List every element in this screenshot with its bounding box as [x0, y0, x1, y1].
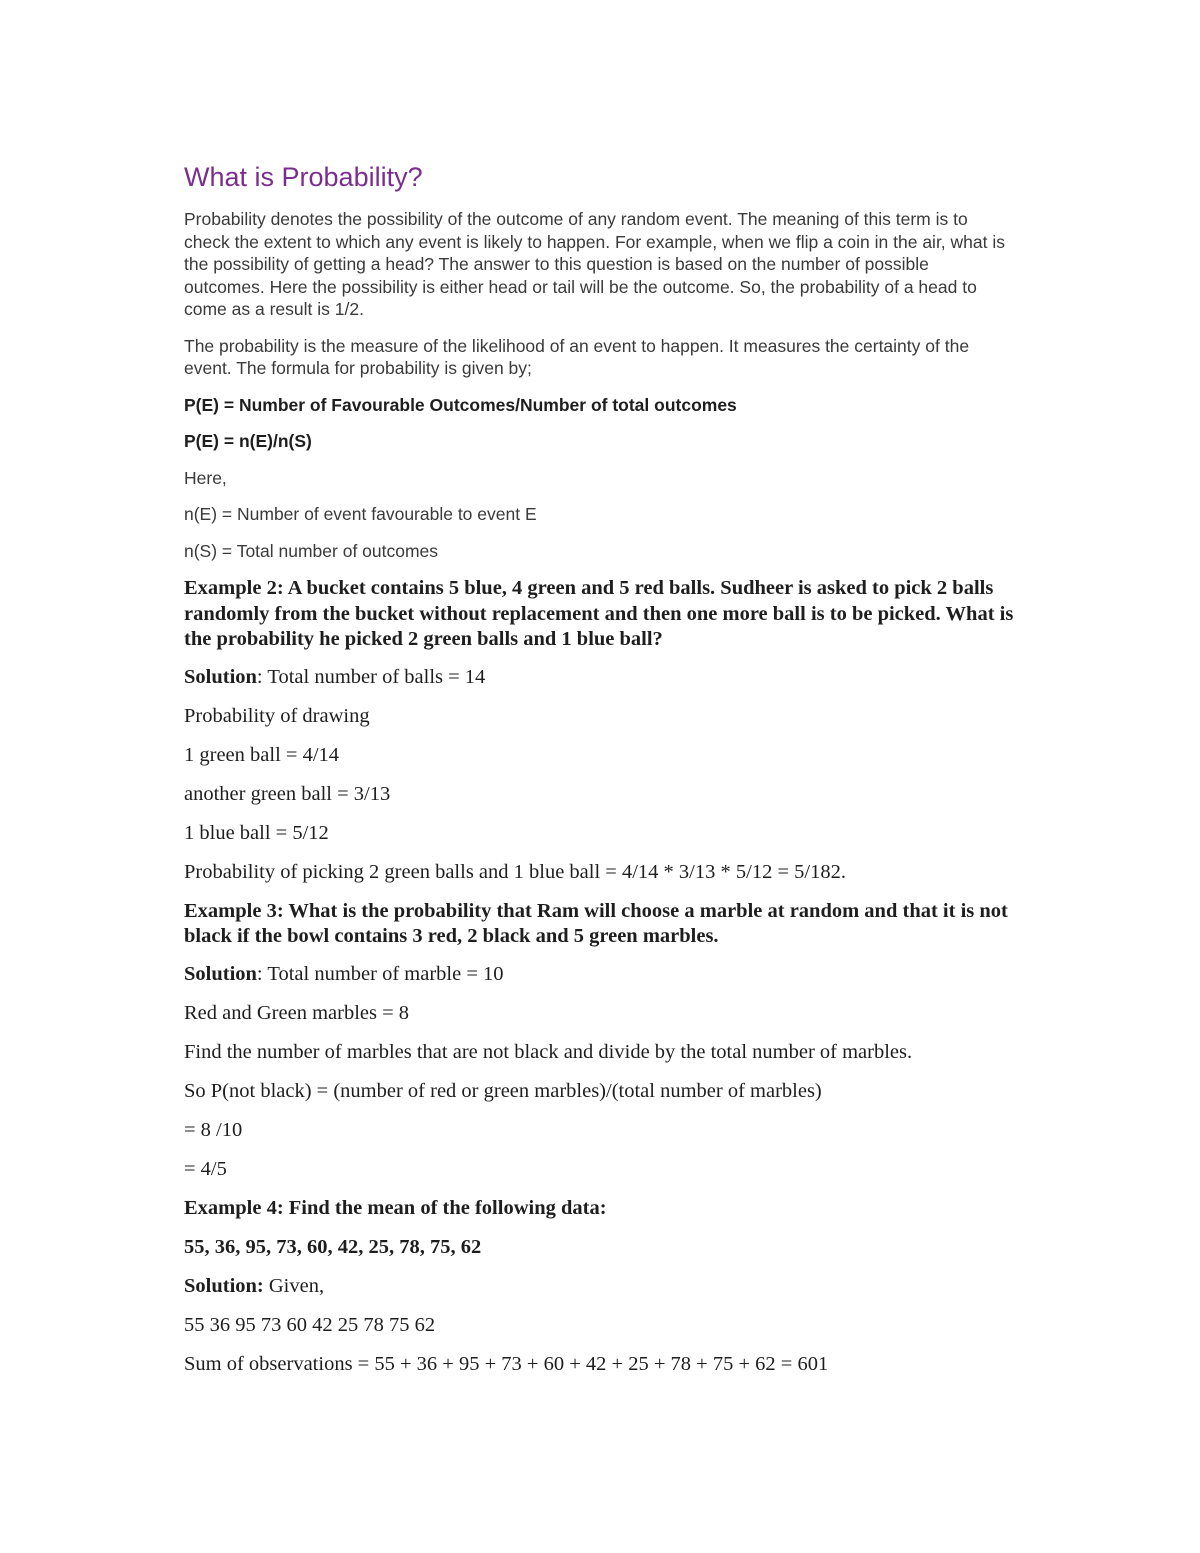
example-2-question: Example 2: A bucket contains 5 blue, 4 green and 5 red balls. Sudheer is asked to pick 2 balls randomly from the bucket without replacement and then one more ball is to be picked. What is the probability he picked 2 green balls and 1 blue ball?	[184, 577, 1014, 650]
example-2-line: Probability of drawing	[184, 704, 370, 727]
intro-paragraph: Probability denotes the possibility of the outcome of any random event. The meaning of this term is to check the extent to which any event is likely to happen. For example, when we flip a coin in the air, what is the possibility of getting a head? The answer to this question is based on the number of possible outcomes. Here the possibility is either head or tail will be the outcome. So, the probability of a head to come as a result is 1/2.	[184, 209, 1005, 319]
example-3-line: = 8 /10	[184, 1118, 243, 1141]
solution-label: Solution	[184, 665, 257, 688]
example-3-line: = 4/5	[184, 1157, 227, 1180]
example-4-line: 55 36 95 73 60 42 25 78 75 62	[184, 1313, 436, 1336]
solution-text: Given,	[263, 1274, 325, 1297]
example-3-question	[184, 899, 1014, 950]
solution-label: Solution	[184, 962, 257, 985]
example-2-line: another green ball = 3/13	[184, 782, 391, 805]
example-3-line: Red and Green marbles = 8	[184, 1001, 410, 1024]
here-label: Here,	[184, 467, 227, 488]
solution-label: Solution:	[184, 1274, 264, 1297]
formula-ne-ns: P(E) = n(E)/n(S)	[184, 431, 312, 451]
example-3-label: Example 3	[184, 899, 277, 922]
example-3-solution	[184, 962, 1014, 988]
document-content	[184, 160, 1014, 1391]
example-4-solution	[184, 1274, 1014, 1300]
example-4-data: 55, 36, 95, 73, 60, 42, 25, 78, 75, 62	[184, 1235, 482, 1258]
example-4-line: Sum of observations = 55 + 36 + 95 + 73 + 60 + 42 + 25 + 78 + 75 + 62 = 601	[184, 1352, 829, 1375]
measure-paragraph: The probability is the measure of the likelihood of an event to happen. It measures the certainty of the event. The formula for probability is given by;	[184, 335, 970, 378]
solution-text: : Total number of balls = 14	[256, 665, 486, 688]
example-3-question-text: : What is the probability that Ram will choose a marble at random and that it is not black if the bowl contains 3 red, 2 black and 5 green marbles.	[184, 899, 1008, 947]
example-4-question: Example 4: Find the mean of the following data:	[184, 1196, 607, 1219]
definition-ns: n(S) = Total number of outcomes	[184, 540, 439, 561]
formula-favourable-outcomes: P(E) = Number of Favourable Outcomes/Number of total outcomes	[184, 394, 737, 415]
example-2-line: 1 green ball = 4/14	[184, 743, 340, 766]
page-title: What is Probability?	[184, 162, 423, 192]
solution-text: : Total number of marble = 10	[256, 962, 504, 985]
example-2-line: 1 blue ball = 5/12	[184, 821, 329, 844]
example-2-line: Probability of picking 2 green balls and 1 blue ball = 4/14 * 3/13 * 5/12 = 5/182.	[184, 860, 846, 883]
example-3-line: Find the number of marbles that are not black and divide by the total number of marbles.	[184, 1040, 913, 1063]
example-3-line: So P(not black) = (number of red or green marbles)/(total number of marbles)	[184, 1079, 822, 1102]
example-2-solution	[184, 665, 1014, 691]
definition-ne: n(E) = Number of event favourable to event E	[184, 504, 537, 524]
